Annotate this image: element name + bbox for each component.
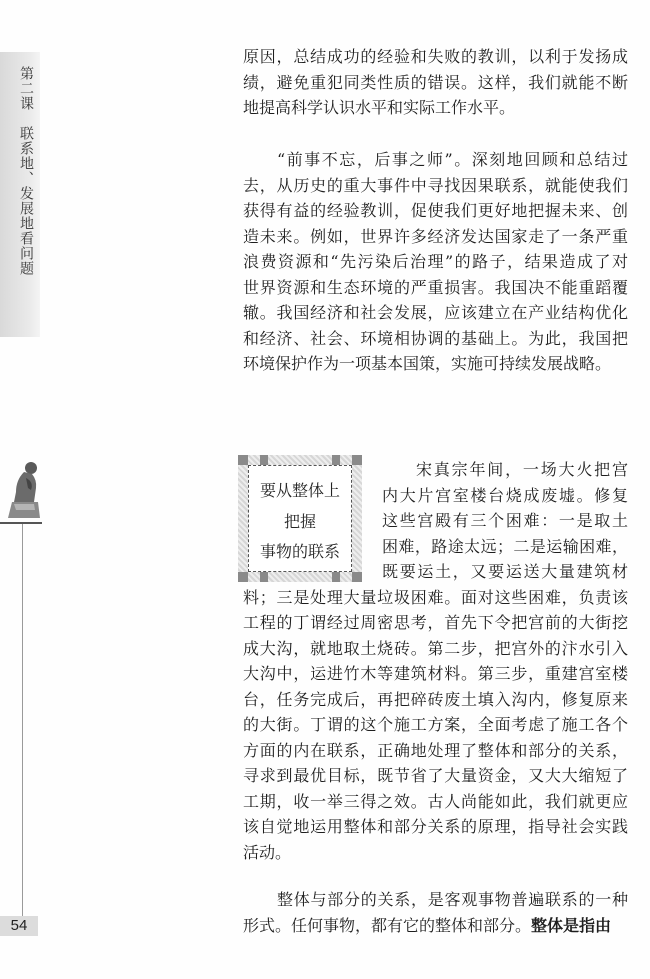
paragraph-2-line bbox=[243, 328, 628, 350]
line-text: 世界资源和生态环境的严重损害。我国决不能重蹈覆 bbox=[243, 277, 628, 297]
line-text: 整体与部分的关系，是客观事物普遍联系的一种 bbox=[277, 890, 628, 909]
paragraph-2-line bbox=[243, 200, 628, 222]
line-text: 这些宫殿有三个困难：一是取土 bbox=[382, 511, 628, 530]
paragraph-3-line bbox=[243, 842, 628, 864]
line-text: 造未来。例如，世界许多经济发达国家走了一条严重 bbox=[243, 226, 628, 246]
paragraph-3-line bbox=[243, 638, 628, 660]
line-text: 方面的内在联系，正确地处理了整体和部分的关系， bbox=[243, 740, 628, 760]
paragraph-3-line bbox=[243, 816, 628, 838]
chapter-side-tab bbox=[0, 52, 40, 337]
paragraph-3-line bbox=[382, 536, 628, 558]
line-text: 的大街。丁谓的这个施工方案，全面考虑了施工各个 bbox=[243, 715, 628, 734]
line-text: 困难，路途太远；二是运输困难， bbox=[382, 536, 628, 556]
paragraph-3-line bbox=[243, 612, 628, 634]
line-text: 绩，避免重犯同类性质的错误。这样，我们就能不断 bbox=[243, 72, 628, 92]
line-text: 成大沟，就地取土烧砖。第二步，把宫外的汴水引入 bbox=[243, 638, 628, 658]
line-text: 原因，总结成功的经验和失败的教训，以利于发扬成 bbox=[243, 47, 628, 66]
paragraph-2-line bbox=[243, 277, 628, 299]
paragraph-3-line bbox=[243, 689, 628, 711]
thinker-statue-icon bbox=[4, 458, 44, 520]
paragraph-2-line bbox=[243, 353, 628, 375]
line-text: 工程的丁谓经过周密思考，首先下令把宫前的大街挖 bbox=[243, 613, 628, 632]
line-text: 去，从历史的重大事件中寻找因果联系，就能使我们 bbox=[243, 175, 628, 195]
paragraph-3-line bbox=[243, 740, 628, 762]
paragraph-3-line bbox=[382, 561, 628, 583]
line-text: 环境保护作为一项基本国策，实施可持续发展战略。 bbox=[243, 354, 612, 373]
callout-line: 要从整体上 bbox=[259, 481, 340, 500]
page-number: 54 bbox=[0, 916, 38, 936]
bold-definition-text: 整体是指由 bbox=[531, 915, 612, 935]
paragraph-3-line bbox=[382, 510, 628, 532]
line-text: 活动。 bbox=[243, 842, 292, 862]
paragraph-3-line bbox=[416, 459, 628, 481]
paragraph-2-line bbox=[243, 302, 628, 324]
line-text: 料；三是处理大量垃圾困难。面对这些困难，负责该 bbox=[243, 587, 628, 607]
line-text: 既要运土，又要运送大量建筑材 bbox=[382, 562, 628, 581]
line-text: 和经济、社会、环境相协调的基础上。为此，我国把 bbox=[243, 328, 628, 348]
line-text: 形式。任何事物，都有它的整体和部分。 bbox=[243, 915, 532, 935]
line-text: 获得有益的经验教训，促使我们更好地把握未来、创 bbox=[243, 201, 628, 220]
paragraph-3-line bbox=[243, 714, 628, 736]
paragraph-3-line bbox=[243, 765, 628, 787]
callout-box-inner bbox=[248, 465, 352, 572]
line-text: 台，任务完成后，再把碎砖废土填入沟内，修复原来 bbox=[243, 689, 628, 709]
line-text: 地提高科学认识水平和实际工作水平。 bbox=[243, 98, 516, 117]
paragraph-1-line bbox=[243, 97, 628, 119]
paragraph-3-line bbox=[243, 663, 628, 685]
paragraph-2-line bbox=[243, 226, 628, 248]
line-text: “前事不忘，后事之师”。深刻地回顾和总结过 bbox=[277, 150, 628, 169]
paragraph-2-line bbox=[277, 149, 628, 171]
line-text: 宋真宗年间，一场大火把宫 bbox=[416, 460, 628, 479]
paragraph-4-line bbox=[243, 915, 612, 937]
paragraph-4-line bbox=[277, 889, 628, 911]
chapter-title: 第二课 联系地、发展地看问题 bbox=[18, 66, 34, 276]
paragraph-1-line bbox=[243, 46, 628, 68]
paragraph-3-line bbox=[243, 587, 628, 609]
line-text: 工期，收一举三得之效。古人尚能如此，我们就更应 bbox=[243, 791, 628, 811]
paragraph-1-line bbox=[243, 72, 628, 94]
callout-box bbox=[238, 455, 362, 582]
paragraph-2-line bbox=[243, 175, 628, 197]
margin-divider bbox=[0, 522, 42, 524]
line-text: 大沟中，运进竹木等建筑材料。第三步，重建宫室楼 bbox=[243, 664, 628, 683]
paragraph-3-line bbox=[382, 485, 628, 507]
callout-line: 事物的联系 bbox=[259, 542, 340, 561]
margin-rule bbox=[22, 524, 23, 917]
line-text: 浪费资源和“先污染后治理”的路子，结果造成了对 bbox=[243, 252, 628, 271]
line-text: 内大片宫室楼台烧成废墟。修复 bbox=[382, 485, 628, 505]
line-text: 该自觉地运用整体和部分关系的原理，指导社会实践 bbox=[243, 817, 628, 836]
paragraph-3-line bbox=[243, 791, 628, 813]
line-text: 辙。我国经济和社会发展，应该建立在产业结构优化 bbox=[243, 303, 628, 322]
callout-line: 把握 bbox=[283, 512, 316, 531]
paragraph-2-line bbox=[243, 251, 628, 273]
line-text: 寻求到最优目标，既节省了大量资金，又大大缩短了 bbox=[243, 766, 628, 785]
